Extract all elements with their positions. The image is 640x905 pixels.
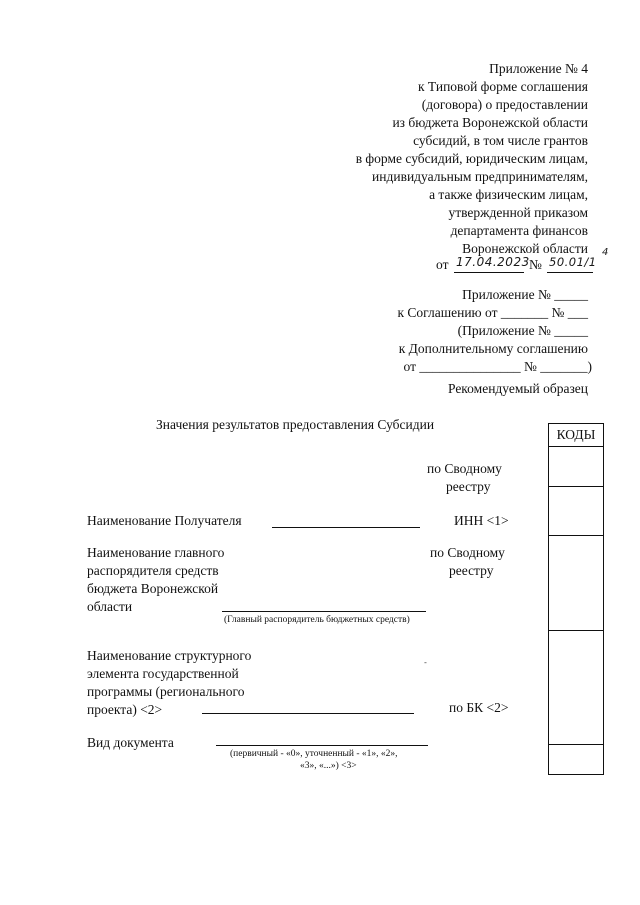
dash-mark: - xyxy=(424,658,427,667)
header-line: в форме субсидий, юридическим лицам, xyxy=(355,151,588,166)
annex-number: Приложение № _____ xyxy=(462,287,588,302)
header-line: Воронежской области xyxy=(462,241,588,256)
codes-column xyxy=(548,423,604,775)
code-cell-blank xyxy=(549,447,603,487)
doc-type-caption-1: (первичный - «0», уточненный - «1», «2», xyxy=(230,749,398,759)
code-cell-registry xyxy=(549,487,603,536)
main-manager-caption: (Главный распорядитель бюджетных средств) xyxy=(224,615,410,625)
recipient-underline xyxy=(272,527,420,528)
header-line: департамента финансов xyxy=(450,223,588,238)
header-line: из бюджета Воронежской области xyxy=(392,115,588,130)
annex-parenthetical: (Приложение № _____ xyxy=(457,323,588,338)
header-line: индивидуальным предпринимателям, xyxy=(372,169,588,184)
header-line: Приложение № 4 xyxy=(489,61,588,76)
main-manager-label-line: Наименование главного xyxy=(87,545,225,560)
main-manager-label-line: распорядителя средств xyxy=(87,563,219,578)
recipient-label: Наименование Получателя xyxy=(87,513,242,528)
header-line: утвержденной приказом xyxy=(448,205,588,220)
main-manager-label-line: области xyxy=(87,599,133,614)
doc-type-underline xyxy=(216,745,428,746)
supplementary-agreement: к Дополнительному соглашению xyxy=(398,341,588,356)
main-manager-underline xyxy=(222,611,426,612)
registry-label-1-a: по Сводному xyxy=(427,461,502,476)
struct-underline xyxy=(202,713,414,714)
bk-label: по БК <2> xyxy=(449,700,509,715)
order-number-underline xyxy=(547,272,593,273)
main-manager-label-line: бюджета Воронежской xyxy=(87,581,219,596)
order-date-handwritten: 17.04.2023 xyxy=(456,255,530,269)
code-cell-bk xyxy=(549,631,603,745)
code-cell-inn-registry xyxy=(549,536,603,631)
supplementary-reference: от _______________ № _______) xyxy=(403,359,592,374)
header-line: а также физическим лицам, xyxy=(429,187,588,202)
order-number-handwritten: 50.01/1 xyxy=(549,255,597,269)
order-number-suffix: 4 xyxy=(602,247,609,258)
struct-label-line: элемента государственной xyxy=(87,666,239,681)
registry-label-1-b: реестру xyxy=(446,479,491,494)
struct-label-line: Наименование структурного xyxy=(87,648,252,663)
registry-label-2-b: реестру xyxy=(449,563,494,578)
doc-type-label: Вид документа xyxy=(87,735,174,750)
doc-type-caption-2: «3», «...») <3> xyxy=(300,761,357,771)
order-from-label: от xyxy=(436,257,449,272)
header-line: к Типовой форме соглашения xyxy=(418,79,588,94)
header-line: субсидий, в том числе грантов xyxy=(413,133,588,148)
header-line: (договора) о предоставлении xyxy=(421,97,588,112)
agreement-reference: к Соглашению от _______ № ___ xyxy=(397,305,588,320)
struct-label-line: проекта) <2> xyxy=(87,702,163,717)
order-date-underline xyxy=(454,272,524,273)
inn-label: ИНН <1> xyxy=(454,513,509,528)
struct-label-line: программы (регионального xyxy=(87,684,245,699)
order-number-label: № xyxy=(529,257,542,272)
recommended-sample-label: Рекомендуемый образец xyxy=(447,381,588,396)
code-cell-doc-type xyxy=(549,745,603,775)
document-title: Значения результатов предоставления Субсидии xyxy=(156,417,435,432)
registry-label-2-a: по Сводному xyxy=(430,545,505,560)
codes-header: КОДЫ xyxy=(549,424,603,447)
